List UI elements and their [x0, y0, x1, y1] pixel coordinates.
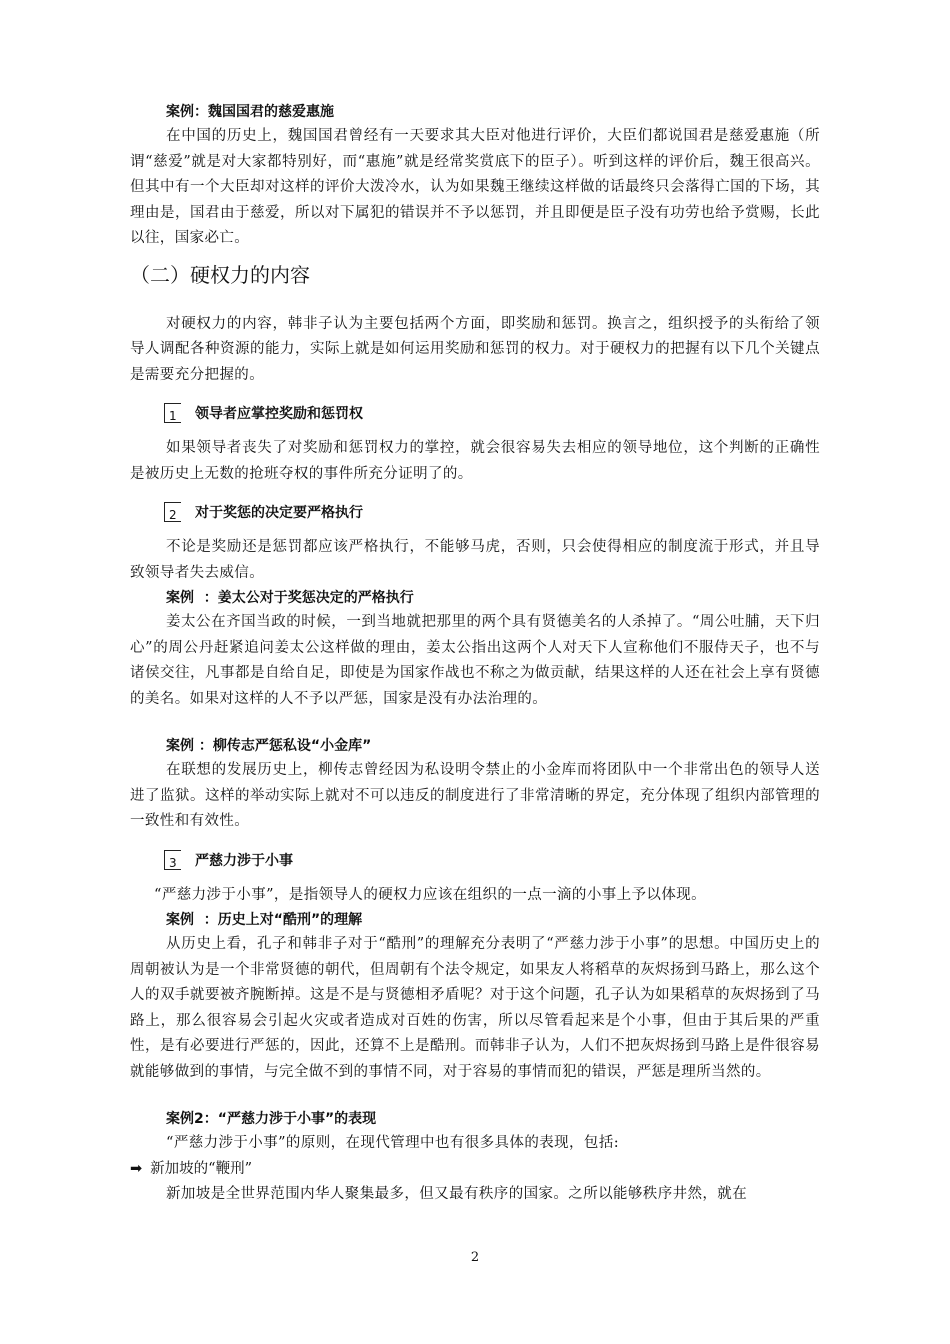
case-jiang-title: 案例 ：姜太公对于奖惩决定的严格执行 — [166, 590, 414, 606]
case-wei-body: 在中国的历史上，魏国国君曾经有一天要求其大臣对他进行评价，大臣们都说国君是慈爱惠施（所谓“慈爱”就是对大家都特别好，而“惠施”就是经常奖赏底下的臣子）。听到这样的评价后，魏王很高兴。但其中有一个大臣却对这样的评价大泼冷水，认为如果魏王继续这样做的话最终只会落得亡国的下场，其理由是，国君由于慈爱，所以对下属犯的错误并不予以惩罚，并且即便是臣子没有功劳也给予赏赐，长此以往，国家必亡。 — [130, 128, 820, 246]
key-point-1 — [164, 400, 820, 426]
bullet-text: 新加坡的“鞭刑” — [150, 1160, 252, 1177]
spacer — [130, 1085, 820, 1107]
case-history-body: 从历史上看，孔子和韩非子对于“酷刑”的理解充分表明了“严慈力涉于小事”的思想。中国历史上的周朝被认为是一个非常贤德的朝代，但周朝有个法令规定，如果友人将稻草的灰烬扬到马路上，那么这个人的双手就要被齐腕断掉。这是不是与贤德相矛盾呢？对于这个问题，孔子认为如果稻草的灰烬扬到了马路上，那么很容易会引起火灾或者造成对百姓的伤害，所以尽管看起来是个小事，但由于其后果的严重性，是有必要进行严惩的，因此，还算不上是酷刑。而韩非子认为，人们不把灰烬扬到马路上是件很容易就能够做到的事情，与完全做不到的事情不同，对于容易的事情而犯的错误，严惩是理所当然的。 — [130, 936, 820, 1080]
case-wei-title: 案例：魏国国君的慈爱惠施 — [166, 104, 334, 120]
key-point-2-title: 对于奖惩的决定要严格执行 — [195, 505, 363, 521]
section-heading: （二）硬权力的内容 — [130, 262, 310, 287]
numbered-box-icon: 3 — [164, 850, 181, 870]
key-point-2-body: 不论是奖励还是惩罚都应该严格执行，不能够马虎，否则，只会使得相应的制度流于形式，并且导致领导者失去威信。 — [130, 539, 820, 581]
case-liu-title: 案例 ：柳传志严惩私设“小金库” — [166, 738, 372, 754]
key-point-3-body: “严慈力涉于小事”，是指领导人的硬权力应该在组织的一点一滴的小事上予以体现。 — [154, 886, 707, 903]
case-history-title: 案例 ：历史上对“酷刑”的理解 — [166, 912, 363, 928]
numbered-box-icon: 2 — [164, 502, 181, 522]
case2-title: 案例2：“严慈力涉于小事”的表现 — [166, 1111, 377, 1127]
case-liu-body: 在联想的发展历史上，柳传志曾经因为私设明令禁止的小金库而将团队中一个非常出色的领导人送进了监狱。这样的举动实际上就对不可以违反的制度进行了非常清晰的界定，充分体现了组织内部管理的一致性和有效性。 — [130, 762, 820, 829]
right-arrow-icon: ➡ — [130, 1160, 143, 1177]
spacer — [130, 712, 820, 734]
case2-intro: “严慈力涉于小事”的原则，在现代管理中也有很多具体的表现，包括: — [166, 1135, 620, 1151]
page-content — [130, 100, 820, 1208]
key-point-3-title: 严慈力涉于小事 — [195, 852, 293, 869]
key-point-2 — [164, 499, 820, 525]
key-point-1-title: 领导者应掌控奖励和惩罚权 — [195, 406, 363, 422]
page-number: 2 — [470, 1250, 480, 1265]
numbered-box-icon: 1 — [164, 403, 181, 423]
key-point-3 — [164, 847, 820, 873]
key-point-1-body: 如果领导者丧失了对奖励和惩罚权力的掌控，就会很容易失去相应的领导地位，这个判断的正确性是被历史上无数的抢班夺权的事件所充分证明了的。 — [130, 440, 820, 482]
case-jiang-body: 姜太公在齐国当政的时候，一到当地就把那里的两个具有贤德美名的人杀掉了。“周公吐脯，天下归心”的周公丹赶紧追问姜太公这样做的理由，姜太公指出这两个人对天下人宣称他们不服侍天子，也不与诸侯交往，凡事都是自给自足，即使是为国家作战也不称之为做贡献，结果这样的人还在社会上享有贤德的美名。如果对这样的人不予以严惩，国家是没有办法治理的。 — [130, 614, 820, 707]
section-intro: 对硬权力的内容，韩非子认为主要包括两个方面，即奖励和惩罚。换言之，组织授予的头衔给了领导人调配各种资源的能力，实际上就是如何运用奖励和惩罚的权力。对于硬权力的把握有以下几个关键点是需要充分把握的。 — [130, 315, 820, 383]
case2-last-line: 新加坡是全世界范围内华人聚集最多，但又最有秩序的国家。之所以能够秩序井然，就在 — [166, 1186, 748, 1202]
bullet-item — [130, 1157, 820, 1183]
